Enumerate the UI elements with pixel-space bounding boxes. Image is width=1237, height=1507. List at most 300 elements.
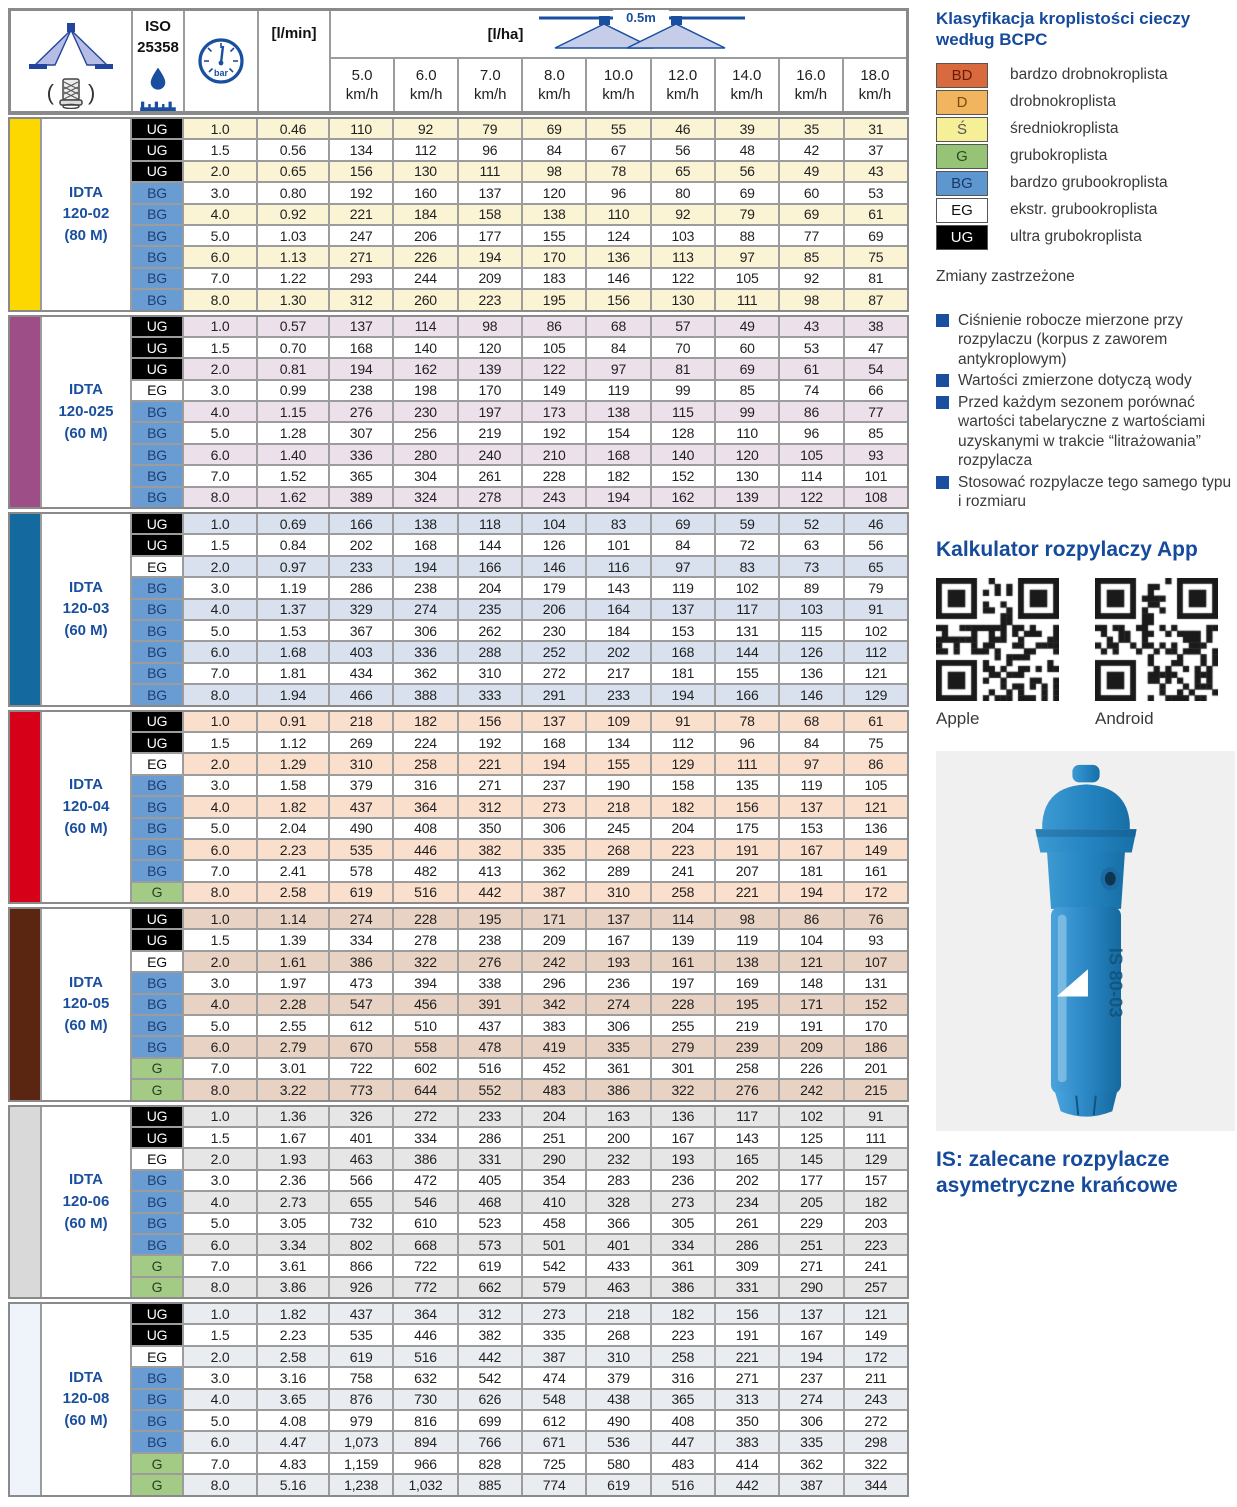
- spacing-label: 0.5m: [626, 10, 657, 25]
- group-name-line: (60 M): [64, 1017, 108, 1035]
- rate-cell: 54: [845, 359, 907, 378]
- droplet-class-cell: BG: [132, 1171, 182, 1190]
- rate-cell: 610: [394, 1214, 456, 1233]
- rate-cell: 354: [523, 1171, 585, 1190]
- rate-cell: 644: [394, 1080, 456, 1099]
- pressure-cell: 3.0: [184, 183, 256, 202]
- rate-cell: 156: [716, 1304, 778, 1323]
- rate-cell: 580: [587, 1454, 649, 1473]
- pressure-cell: 8.0: [184, 1278, 256, 1297]
- rate-cell: 241: [845, 1256, 907, 1275]
- droplet-class-cell: UG: [132, 712, 182, 731]
- pressure-cell: 3.0: [184, 1171, 256, 1190]
- rate-cell: 458: [523, 1214, 585, 1233]
- legend-label: bardzo grubookroplista: [1010, 174, 1168, 191]
- rate-cell: 276: [330, 402, 392, 421]
- droplet-class-cell: BG: [132, 488, 182, 507]
- rate-cell: 137: [780, 797, 842, 816]
- rate-cell: 894: [394, 1432, 456, 1451]
- rate-cell: 69: [780, 205, 842, 224]
- speed-header-cell: [331, 59, 393, 111]
- rate-cell: 55: [587, 119, 649, 138]
- droplet-class-cell: BG: [132, 861, 182, 880]
- rate-cell: 333: [459, 685, 521, 704]
- rate-cell: 52: [780, 514, 842, 533]
- pressure-cell: 3.0: [184, 973, 256, 992]
- rate-cell: 322: [394, 952, 456, 971]
- droplet-class-cell: BG: [132, 995, 182, 1014]
- speed-value: 10.0: [603, 66, 634, 84]
- rate-cell: 237: [780, 1368, 842, 1387]
- group-name-line: 120-06: [62, 1192, 110, 1210]
- rate-cell: 73: [780, 557, 842, 576]
- flow-cell: 3.65: [258, 1390, 328, 1409]
- speed-header-cell: [652, 59, 714, 111]
- speed-unit: km/h: [794, 86, 828, 103]
- rate-cell: 63: [780, 535, 842, 554]
- rate-cell: 408: [652, 1411, 714, 1430]
- note-text: Wartości zmierzone dotyczą wody: [958, 372, 1192, 390]
- rate-cell: 452: [523, 1059, 585, 1078]
- rate-cell: 626: [459, 1390, 521, 1409]
- rate-cell: 111: [716, 290, 778, 309]
- speed-value: 7.0: [479, 66, 501, 84]
- pressure-cell: 5.0: [184, 819, 256, 838]
- table-header: [8, 8, 909, 115]
- rate-cell: 126: [523, 535, 585, 554]
- flow-cell: 2.55: [258, 1016, 328, 1035]
- rate-cell: 81: [652, 359, 714, 378]
- rate-cell: 137: [587, 909, 649, 928]
- rate-cell: 272: [845, 1411, 907, 1430]
- rate-cell: 434: [330, 664, 392, 683]
- rate-cell: 156: [587, 290, 649, 309]
- rate-cell: 144: [459, 535, 521, 554]
- rate-cell: 139: [716, 488, 778, 507]
- droplet-class-cell: BG: [132, 1192, 182, 1211]
- rate-cell: 136: [587, 247, 649, 266]
- rate-cell: 221: [716, 883, 778, 902]
- rate-cell: 207: [716, 861, 778, 880]
- pressure-cell: 4.0: [184, 797, 256, 816]
- rate-cell: 191: [716, 840, 778, 859]
- rate-cell: 35: [780, 119, 842, 138]
- rate-cell: 472: [394, 1171, 456, 1190]
- rate-cell: 134: [330, 140, 392, 159]
- rate-cell: 236: [652, 1171, 714, 1190]
- rate-cell: 483: [652, 1454, 714, 1473]
- rate-cell: 137: [523, 712, 585, 731]
- rate-cell: 310: [587, 1347, 649, 1366]
- rate-cell: 732: [330, 1214, 392, 1233]
- rate-cell: 134: [587, 733, 649, 752]
- rate-cell: 226: [394, 247, 456, 266]
- flow-cell: 1.36: [258, 1107, 328, 1126]
- speed-unit: km/h: [345, 86, 379, 103]
- speed-unit: km/h: [538, 86, 571, 103]
- rate-cell: 74: [780, 381, 842, 400]
- group-name-line: (60 M): [64, 1214, 108, 1232]
- rate-cell: 115: [780, 621, 842, 640]
- rate-cell: 158: [459, 205, 521, 224]
- pressure-cell: 7.0: [184, 664, 256, 683]
- rate-cell: 182: [652, 797, 714, 816]
- rate-cell: 632: [394, 1368, 456, 1387]
- rate-cell: 203: [845, 1214, 907, 1233]
- rate-cell: 438: [587, 1390, 649, 1409]
- rate-cell: 361: [587, 1059, 649, 1078]
- rate-cell: 102: [845, 621, 907, 640]
- rate-cell: 242: [780, 1080, 842, 1099]
- rate-cell: 228: [652, 995, 714, 1014]
- rate-cell: 309: [716, 1256, 778, 1275]
- rate-cell: 305: [652, 1214, 714, 1233]
- rate-cell: 186: [845, 1037, 907, 1056]
- rate-cell: 215: [845, 1080, 907, 1099]
- note-item: [936, 371, 1235, 391]
- rate-cell: 69: [845, 226, 907, 245]
- group-name: [42, 909, 130, 1100]
- group-name: [42, 1107, 130, 1298]
- legend-swatch: UG: [936, 225, 988, 250]
- rate-cell: 602: [394, 1059, 456, 1078]
- rate-cell: 167: [587, 930, 649, 949]
- droplet-class-cell: BG: [132, 247, 182, 266]
- rate-cell: 114: [394, 317, 456, 336]
- rate-cell: 329: [330, 600, 392, 619]
- rate-cell: 722: [394, 1256, 456, 1275]
- rate-cell: 261: [716, 1214, 778, 1233]
- rate-cell: 211: [845, 1368, 907, 1387]
- rate-cell: 558: [394, 1037, 456, 1056]
- pressure-cell: 8.0: [184, 1080, 256, 1099]
- flow-cell: 0.65: [258, 162, 328, 181]
- flow-cell: 0.91: [258, 712, 328, 731]
- rate-cell: 413: [459, 861, 521, 880]
- flow-cell: 1.61: [258, 952, 328, 971]
- rate-cell: 334: [330, 930, 392, 949]
- speed-value: 6.0: [415, 66, 437, 84]
- droplet-class-cell: UG: [132, 733, 182, 752]
- legend-swatch: EG: [936, 198, 988, 223]
- rate-cell: 262: [459, 621, 521, 640]
- rate-cell: 121: [845, 1304, 907, 1323]
- rate-cell: 382: [459, 840, 521, 859]
- droplet-class-cell: BG: [132, 205, 182, 224]
- flow-cell: 0.99: [258, 381, 328, 400]
- rate-cell: 83: [716, 557, 778, 576]
- rate-cell: 193: [652, 1149, 714, 1168]
- rate-cell: 61: [845, 712, 907, 731]
- rate-cell: 117: [716, 1107, 778, 1126]
- pressure-cell: 8.0: [184, 1475, 256, 1494]
- rate-cell: 730: [394, 1390, 456, 1409]
- rate-cell: 146: [780, 685, 842, 704]
- rate-cell: 547: [330, 995, 392, 1014]
- rate-cell: 167: [780, 840, 842, 859]
- nozzle-group: [8, 710, 909, 905]
- rate-cell: 234: [716, 1192, 778, 1211]
- pressure-cell: 6.0: [184, 1432, 256, 1451]
- rate-cell: 619: [330, 883, 392, 902]
- rate-cell: 111: [716, 754, 778, 773]
- rate-cell: 331: [716, 1278, 778, 1297]
- nozzle-group: [8, 907, 909, 1102]
- droplet-class-cell: G: [132, 1454, 182, 1473]
- rate-cell: 143: [587, 578, 649, 597]
- rate-cell: 237: [523, 776, 585, 795]
- rate-cell: 190: [587, 776, 649, 795]
- rate-cell: 128: [652, 423, 714, 442]
- rate-cell: 548: [523, 1390, 585, 1409]
- group-name-line: (60 M): [64, 1412, 108, 1430]
- rate-cell: 179: [523, 578, 585, 597]
- rate-cell: 301: [652, 1059, 714, 1078]
- speed-unit: km/h: [602, 86, 635, 103]
- note-item: [936, 473, 1235, 512]
- rate-cell: 362: [523, 861, 585, 880]
- rate-cell: 156: [330, 162, 392, 181]
- rate-cell: 85: [780, 247, 842, 266]
- droplet-class-cell: UG: [132, 909, 182, 928]
- rate-cell: 566: [330, 1171, 392, 1190]
- rate-cell: 86: [523, 317, 585, 336]
- rate-cell: 97: [587, 359, 649, 378]
- speed-header-cell: [459, 59, 521, 111]
- speed-value: 5.0: [351, 66, 373, 84]
- rate-cell: 386: [330, 952, 392, 971]
- rate-cell: 230: [394, 402, 456, 421]
- droplet-class-cell: BG: [132, 1235, 182, 1254]
- legend-label: ekstr. grubookroplista: [1010, 201, 1158, 218]
- rate-cell: 364: [394, 797, 456, 816]
- product-photo: [936, 751, 1235, 1131]
- rate-cell: 200: [587, 1128, 649, 1147]
- rate-cell: 382: [459, 1325, 521, 1344]
- droplet-class-cell: UG: [132, 1107, 182, 1126]
- rate-cell: 137: [459, 183, 521, 202]
- rate-cell: 926: [330, 1278, 392, 1297]
- rate-cell: 573: [459, 1235, 521, 1254]
- group-name-line: 120-05: [62, 995, 110, 1013]
- rate-cell: 261: [459, 466, 521, 485]
- product-label: IS 80-03: [1104, 947, 1126, 1018]
- flow-cell: 2.28: [258, 995, 328, 1014]
- rate-cell: 195: [523, 290, 585, 309]
- droplet-class-cell: BG: [132, 1411, 182, 1430]
- rate-cell: 223: [652, 1325, 714, 1344]
- rate-cell: 209: [523, 930, 585, 949]
- rate-cell: 38: [845, 317, 907, 336]
- rate-cell: 46: [845, 514, 907, 533]
- pressure-cell: 2.0: [184, 557, 256, 576]
- rate-cell: 258: [652, 1347, 714, 1366]
- rate-cell: 98: [780, 290, 842, 309]
- rate-cell: 290: [780, 1278, 842, 1297]
- rate-cell: 252: [523, 642, 585, 661]
- flow-cell: 1.68: [258, 642, 328, 661]
- rate-cell: 274: [394, 600, 456, 619]
- rate-cell: 92: [394, 119, 456, 138]
- rate-cell: 126: [780, 642, 842, 661]
- flow-cell: 1.03: [258, 226, 328, 245]
- rate-cell: 268: [587, 840, 649, 859]
- rate-cell: 88: [716, 226, 778, 245]
- rate-cell: 401: [587, 1235, 649, 1254]
- filter-option: [47, 77, 96, 109]
- pressure-cell: 1.5: [184, 140, 256, 159]
- rate-cell: 239: [716, 1037, 778, 1056]
- pressure-cell: 6.0: [184, 1235, 256, 1254]
- pressure-cell: 4.0: [184, 600, 256, 619]
- rate-cell: 181: [652, 664, 714, 683]
- droplet-class-cell: BG: [132, 819, 182, 838]
- pressure-cell: 8.0: [184, 883, 256, 902]
- droplet-legend: [936, 62, 1235, 251]
- rate-cell: 219: [459, 423, 521, 442]
- legend-label: bardzo drobnokroplista: [1010, 66, 1168, 83]
- rate-cell: 130: [716, 466, 778, 485]
- rate-cell: 255: [652, 1016, 714, 1035]
- rate-cell: 258: [716, 1059, 778, 1078]
- rate-cell: 236: [587, 973, 649, 992]
- rate-cell: 278: [394, 930, 456, 949]
- rate-cell: 162: [652, 488, 714, 507]
- rights-note: Zmiany zastrzeżone: [936, 267, 1075, 285]
- rate-cell: 170: [459, 381, 521, 400]
- rate-cell: 149: [523, 381, 585, 400]
- flow-cell: 3.34: [258, 1235, 328, 1254]
- legend-swatch: BG: [936, 171, 988, 196]
- rate-cell: 110: [330, 119, 392, 138]
- rate-cell: 56: [716, 162, 778, 181]
- rate-cell: 143: [716, 1128, 778, 1147]
- rate-cell: 218: [587, 797, 649, 816]
- rate-cell: 124: [587, 226, 649, 245]
- rate-cell: 271: [716, 1368, 778, 1387]
- rate-cell: 164: [587, 600, 649, 619]
- droplet-class-cell: BG: [132, 621, 182, 640]
- rate-cell: 104: [780, 930, 842, 949]
- speed-unit: km/h: [666, 86, 699, 103]
- rate-cell: 885: [459, 1475, 521, 1494]
- rate-table: [8, 8, 909, 1497]
- rate-cell: 118: [459, 514, 521, 533]
- droplet-class-cell: BG: [132, 1037, 182, 1056]
- group-name-line: IDTA: [69, 776, 103, 794]
- droplet-class-cell: UG: [132, 140, 182, 159]
- rate-cell: 43: [845, 162, 907, 181]
- flow-cell: 1.39: [258, 930, 328, 949]
- rate-cell: 91: [845, 1107, 907, 1126]
- rate-cell: 291: [523, 685, 585, 704]
- rate-cell: 204: [523, 1107, 585, 1126]
- rate-cell: 221: [459, 754, 521, 773]
- rate-cell: 1,032: [394, 1475, 456, 1494]
- rate-cell: 210: [523, 445, 585, 464]
- speed-header-cell: [716, 59, 778, 111]
- bullet-square-icon: [936, 396, 949, 409]
- rate-cell: 168: [652, 642, 714, 661]
- flow-cell: 0.70: [258, 338, 328, 357]
- pressure-cell: 7.0: [184, 269, 256, 288]
- rate-cell: 619: [330, 1347, 392, 1366]
- rate-cell: 243: [845, 1390, 907, 1409]
- rate-cell: 42: [780, 140, 842, 159]
- rate-cell: 156: [459, 712, 521, 731]
- rate-cell: 86: [780, 909, 842, 928]
- rate-cell: 286: [716, 1235, 778, 1254]
- droplet-class-cell: EG: [132, 381, 182, 400]
- rate-cell: 84: [652, 535, 714, 554]
- rate-cell: 414: [716, 1454, 778, 1473]
- rate-cell: 668: [394, 1235, 456, 1254]
- rate-cell: 161: [845, 861, 907, 880]
- rate-cell: 91: [845, 600, 907, 619]
- rate-cell: 232: [587, 1149, 649, 1168]
- speed-header-cell: [395, 59, 457, 111]
- rate-cell: 68: [587, 317, 649, 336]
- rate-cell: 105: [523, 338, 585, 357]
- nozzle-group: [8, 315, 909, 510]
- rate-cell: 218: [330, 712, 392, 731]
- rate-cell: 408: [394, 819, 456, 838]
- rate-cell: 59: [716, 514, 778, 533]
- rate-cell: 79: [459, 119, 521, 138]
- rate-cell: 619: [459, 1256, 521, 1275]
- rate-cell: 269: [330, 733, 392, 752]
- pressure-cell: 2.0: [184, 1347, 256, 1366]
- notes-list: [936, 311, 1235, 512]
- pressure-cell: 6.0: [184, 642, 256, 661]
- rate-cell: 86: [780, 402, 842, 421]
- legend-row: [936, 62, 1235, 89]
- rate-cell: 60: [716, 338, 778, 357]
- flow-cell: 0.46: [258, 119, 328, 138]
- rate-cell: 389: [330, 488, 392, 507]
- rate-cell: 138: [523, 205, 585, 224]
- flow-unit-header-cell: [259, 11, 329, 111]
- rate-cell: 107: [845, 952, 907, 971]
- rate-cell: 230: [523, 621, 585, 640]
- rate-cell: 184: [394, 205, 456, 224]
- flow-cell: 4.08: [258, 1411, 328, 1430]
- filter-icon: [56, 77, 86, 109]
- rate-cell: 828: [459, 1454, 521, 1473]
- rate-cell: 383: [523, 1016, 585, 1035]
- rate-cell: 69: [652, 514, 714, 533]
- rate-cell: 662: [459, 1278, 521, 1297]
- rate-cell: 268: [587, 1325, 649, 1344]
- rate-cell: 386: [587, 1080, 649, 1099]
- rate-cell: 130: [652, 290, 714, 309]
- droplet-class-cell: BG: [132, 1390, 182, 1409]
- flow-cell: 3.86: [258, 1278, 328, 1297]
- flow-cell: 1.58: [258, 776, 328, 795]
- rate-cell: 258: [652, 883, 714, 902]
- note-item: [936, 393, 1235, 471]
- legend-label: drobnokroplista: [1010, 93, 1116, 110]
- speed-unit: km/h: [730, 86, 763, 103]
- rate-cell: 60: [780, 183, 842, 202]
- flow-cell: 2.36: [258, 1171, 328, 1190]
- rate-cell: 876: [330, 1390, 392, 1409]
- rate-cell: 516: [394, 883, 456, 902]
- rate-cell: 61: [780, 359, 842, 378]
- rate-cell: 49: [716, 317, 778, 336]
- qr-code-apple-icon: [936, 578, 1059, 701]
- group-name: [42, 514, 130, 705]
